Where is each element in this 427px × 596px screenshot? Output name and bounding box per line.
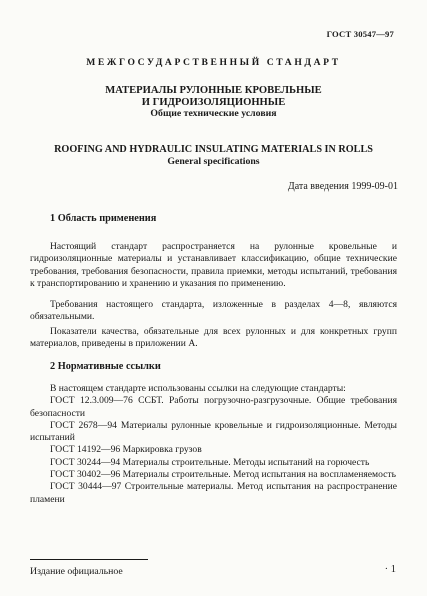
page-number: · 1 [384,564,396,575]
references-intro: В настоящем стандарте использованы ссылки на следующие стандарты: [50,383,346,394]
section-1-paragraph-3 [30,326,397,351]
paragraph-text: Требования настоящего стандарта, изложенные в разделах 4—8, являются обязательными. [30,299,397,323]
title-ru-line1: МАТЕРИАЛЫ РУЛОННЫЕ КРОВЕЛЬНЫЕ [105,85,322,96]
reference-item: ГОСТ 30444—97 Строительные материалы. Метод испытания на распространение пламени [30,481,397,505]
reference-item: ГОСТ 12.3.009—76 ССБТ. Работы погрузочно-разгрузочные. Общие требования безопасности [30,395,397,419]
official-edition-label: Издание официальное [30,566,123,577]
interstate-standard-heading: МЕЖГОСУДАРСТВЕННЫЙ СТАНДАРТ [86,57,341,68]
section-1-title: 1 Область применения [50,213,157,224]
title-ru-line2: И ГИДРОИЗОЛЯЦИОННЫЕ [141,97,286,108]
section-2-title: 2 Нормативные ссылки [50,361,161,372]
title-en: ROOFING AND HYDRAULIC INSULATING MATERIALS IN ROLLS [54,144,373,155]
intro-date: Дата введения 1999-09-01 [287,181,398,192]
section-2-body [30,383,397,506]
footer-divider [30,559,148,560]
title-ru [30,85,397,109]
paragraph-text: Показатели качества, обязательные для всех рулонных и для конкретных групп материалов, приведены в приложении А. [30,326,397,350]
reference-item: ГОСТ 14192—96 Маркировка грузов [50,444,202,456]
reference-item: ГОСТ 30402—96 Материалы строительные. Метод испытания на воспламеняемость [50,469,396,481]
reference-item: ГОСТ 30244—94 Материалы строительные. Методы испытаний на горючесть [50,456,370,468]
section-1-paragraph-1 [30,241,397,290]
section-1-paragraph-2 [30,299,397,324]
gost-number: ГОСТ 30547—97 [326,29,394,39]
paragraph-text: Настоящий стандарт распространяется на рулонные кровельные и гидроизоляционные материалы и устанавливает классификацию, общие технические требования, требования безопасности, правила приемки, методы испытаний, требования к транспортированию и хранению и указания по применению. [30,241,397,289]
reference-item: ГОСТ 2678—94 Материалы рулонные кровельные и гидроизоляционные. Методы испытаний [30,419,397,444]
subtitle-ru: Общие технические условия [150,108,277,119]
subtitle-en: General specifications [167,156,260,167]
